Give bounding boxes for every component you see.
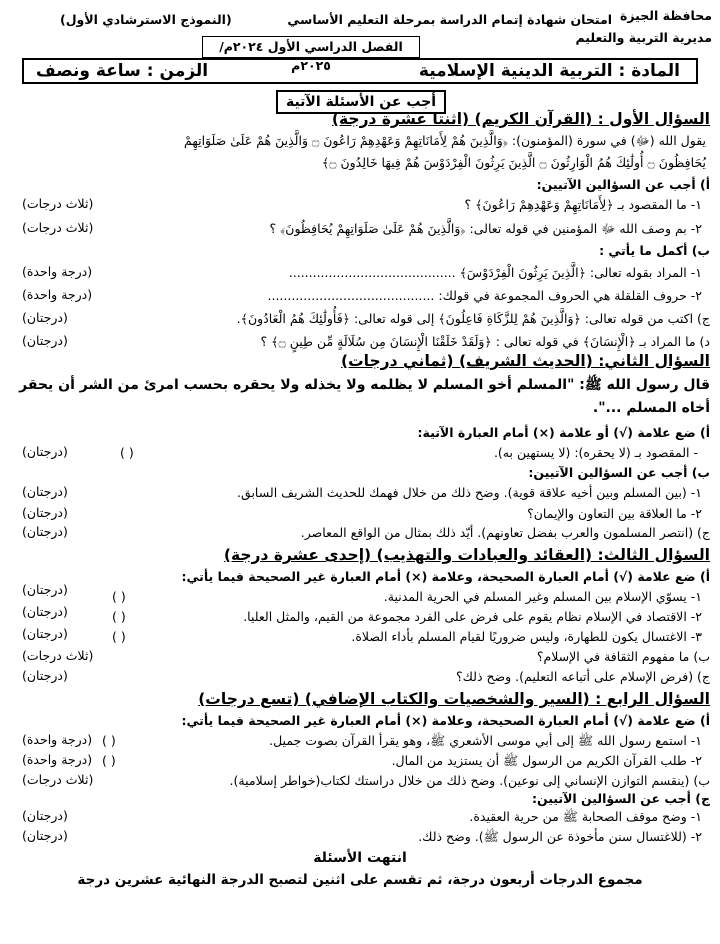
q4-a1-mark: (درجة واحدة): [22, 732, 93, 747]
q3-a-title: أ) ضع علامة (√) أمام العبارة الصحيحة، وعلامة (×) أمام العبارة غير الصحيحة فيما يأتي:: [181, 569, 710, 584]
q4-c2: ٢- (للاغتسال سنن مأخوذة عن الرسول ﷺ). وضح ذلك.: [418, 829, 702, 844]
q3-a2-paren: ( ): [112, 609, 126, 624]
q4-a2: ٢- طلب القرآن الكريم من الرسول ﷺ أن يستزيد من المال.: [391, 753, 702, 768]
q2-a1-mark: (درجتان): [22, 444, 68, 459]
q1-d-mark: (درجتان): [22, 333, 68, 348]
q4-a2-mark: (درجة واحدة): [22, 752, 93, 767]
q2-b2-mark: (درجتان): [22, 505, 68, 520]
end-note: انتهت الأسئلة: [313, 850, 407, 866]
q2-c-mark: (درجتان): [22, 524, 68, 539]
q3-c: ج) (فرض الإسلام على أتباعه التعليم). وضح ذلك؟: [455, 669, 710, 684]
q4-c2-mark: (درجتان): [22, 828, 68, 843]
q3-a2-mark: (درجتان): [22, 604, 68, 619]
q1-d: د) ما المراد بـ ﴿الْإِنسَانَ﴾ في قوله تعالى : ﴿وَلَقَدْ خَلَقْنَا الْإِنسَانَ مِن سُلَالَةٍ مِّن طِينٍ ۝﴾ ؟: [260, 334, 710, 349]
q4-a-title: أ) ضع علامة (√) أمام العبارة الصحيحة، وعلامة (×) أمام العبارة غير الصحيحة فيما يأتي:: [181, 713, 710, 728]
directorate: مديرية التربية والتعليم: [575, 30, 712, 45]
q4-a2-paren: ( ): [102, 753, 116, 768]
q1-intro: يقول الله (ﷻ) في سورة (المؤمنون): ﴿وَالَّذِينَ هُمْ لِأَمَانَاتِهِمْ وَعَهْدِهِمْ رَاعُونَ ۝ وَالَّذِينَ هُمْ عَلَىٰ صَلَوَاتِهِمْ: [184, 133, 706, 148]
q1-a2-mark: (ثلاث درجات): [22, 220, 94, 235]
q2-a1-paren: ( ): [120, 445, 134, 460]
q2-b-title: ب) أجب عن السؤالين الآتيين:: [528, 465, 710, 480]
q2-hadith-1: قال رسول الله ﷺ: "المسلم أخو المسلم لا يظلمه ولا يخذله ولا يحقره بحسب امرئ من الشر أن يحقر: [19, 377, 710, 393]
governorate: محافظة الجيزة: [620, 8, 712, 23]
model-label: (النموذج الاسترشادي الأول): [60, 12, 232, 27]
q3-a3-paren: ( ): [112, 629, 126, 644]
q3-a3: ٣- الاغتسال يكون للطهارة، وليس ضروريًا لقيام المسلم بأداء الصلاة.: [351, 629, 702, 644]
q1-a2: ٢- بم وصف الله ﷻ المؤمنين في قوله تعالى: ﴿وَالَّذِينَ هُمْ عَلَىٰ صَلَوَاتِهِمْ يُحَافِظُونَ﴾ ؟: [269, 221, 702, 236]
q1-b2: ٢- حروف القلقلة هي الحروف المجموعة في قولك: ..........................................: [267, 288, 702, 303]
q1-c-mark: (درجتان): [22, 310, 68, 325]
q4-c1-mark: (درجتان): [22, 808, 68, 823]
q3-a3-mark: (درجتان): [22, 626, 68, 641]
time-label: الزمن : ساعة ونصف: [36, 61, 209, 81]
q1-title: السؤال الأول : (القرآن الكريم) (اثنتا عشرة درجة): [331, 110, 710, 128]
q1-b1-mark: (درجة واحدة): [22, 264, 93, 279]
q3-a1-paren: ( ): [112, 589, 126, 604]
q2-a-title: أ) ضع علامة (√) أو علامة (×) أمام العبارة الآتية:: [417, 425, 710, 440]
q3-title: السؤال الثالث: (العقائد والعبادات والتهذيب) (إحدى عشرة درجة): [223, 546, 710, 564]
q1-intro-2: يُحَافِظُونَ ۝ أُولَٰئِكَ هُمُ الْوَارِثُونَ ۝ الَّذِينَ يَرِثُونَ الْفِرْدَوْسَ هُمْ فِيهَا خَالِدُونَ ۝﴾: [321, 155, 706, 170]
q3-b: ب) ما مفهوم الثقافة في الإسلام؟: [536, 649, 710, 664]
q3-a1: ١- يسوّي الإسلام بين المسلم وغير المسلم في الحرية المدنية.: [383, 589, 702, 604]
q2-title: السؤال الثاني: (الحديث الشريف) (ثماني درجات): [341, 352, 710, 370]
q4-c-title: ج) أجب عن السؤالين الآتيين:: [531, 791, 710, 806]
q3-a2: ٢- الاقتصاد في الإسلام نظام يقوم على فرض على الفرد مجموعة من القيم، والمثل العليا.: [243, 609, 702, 624]
q3-a1-mark: (درجتان): [22, 582, 68, 597]
q3-c-mark: (درجتان): [22, 668, 68, 683]
q1-a1: ١- ما المقصود بـ ﴿لِأَمَانَاتِهِمْ وَعَهْدِهِمْ رَاعُونَ﴾ ؟: [464, 197, 702, 212]
term-box: [202, 36, 420, 73]
q2-a1: - المقصود بـ (لا يحقره): (لا يستهين به).: [493, 445, 698, 460]
q1-a-title: أ) أجب عن السؤالين الآتيين:: [536, 177, 710, 192]
q4-a1-paren: ( ): [102, 733, 116, 748]
term-label: الفصل الدراسي الأول ٢٠٢٤م/٢٠٢٥م: [219, 39, 403, 73]
q2-b1-mark: (درجتان): [22, 484, 68, 499]
q1-b1: ١- المراد بقوله تعالى: ﴿الَّذِينَ يَرِثُونَ الْفِرْدَوْسَ﴾ ..........................................: [288, 265, 702, 280]
q2-b1: ١- (بين المسلم وبين أخيه علاقة قوية). وضح ذلك من خلال فهمك للحديث الشريف السابق.: [237, 485, 702, 500]
q2-c: ج) (انتصر المسلمون والعرب بفضل تعاونهم). أيّد ذلك بمثال من الواقع المعاصر.: [300, 525, 710, 540]
subject-label: المادة : التربية الدينية الإسلامية: [418, 61, 680, 81]
q4-b: ب) (ينقسم التوازن الإنساني إلى نوعين). وضح ذلك من خلال دراستك لكتاب(خواطر إسلامية).: [229, 773, 710, 788]
q1-a1-mark: (ثلاث درجات): [22, 196, 94, 211]
q4-b-mark: (ثلاث درجات): [22, 772, 94, 787]
q3-b-mark: (ثلاث درجات): [22, 648, 94, 663]
q2-hadith-2: أخاه المسلم ...".: [592, 400, 710, 416]
instruction-title: أجب عن الأسئلة الآتية: [276, 90, 446, 114]
q4-a1: ١- استمع رسول الله ﷺ إلى أبي موسى الأشعري ﷺ، وهو يقرأ القرآن بصوت جميل.: [269, 733, 702, 748]
exam-title: امتحان شهادة إتمام الدراسة بمرحلة التعليم الأساسي: [287, 12, 612, 27]
q4-c1: ١- وضح موقف الصحابة ﷺ من حرية العقيدة.: [469, 809, 702, 824]
total-note: مجموع الدرجات أربعون درجة، ثم تقسم على اثنين لتصبح الدرجة النهائية عشرين درجة: [77, 872, 643, 888]
q1-c: ج) اكتب من قوله تعالى: ﴿وَالَّذِينَ هُمْ لِلزَّكَاةِ فَاعِلُونَ﴾ إلى قوله تعالى: ﴿فَأُولَٰئِكَ هُمُ الْعَادُونَ﴾.: [236, 311, 710, 326]
subject-row: [22, 58, 698, 84]
q2-b2: ٢- ما العلاقة بين التعاون والإيمان؟: [527, 506, 702, 521]
q1-b-title: ب) أكمل ما يأتي :: [599, 243, 710, 258]
q4-title: السؤال الرابع : (السير والشخصيات والكتاب الإضافي) (تسع درجات): [198, 690, 710, 708]
q1-b2-mark: (درجة واحدة): [22, 287, 93, 302]
